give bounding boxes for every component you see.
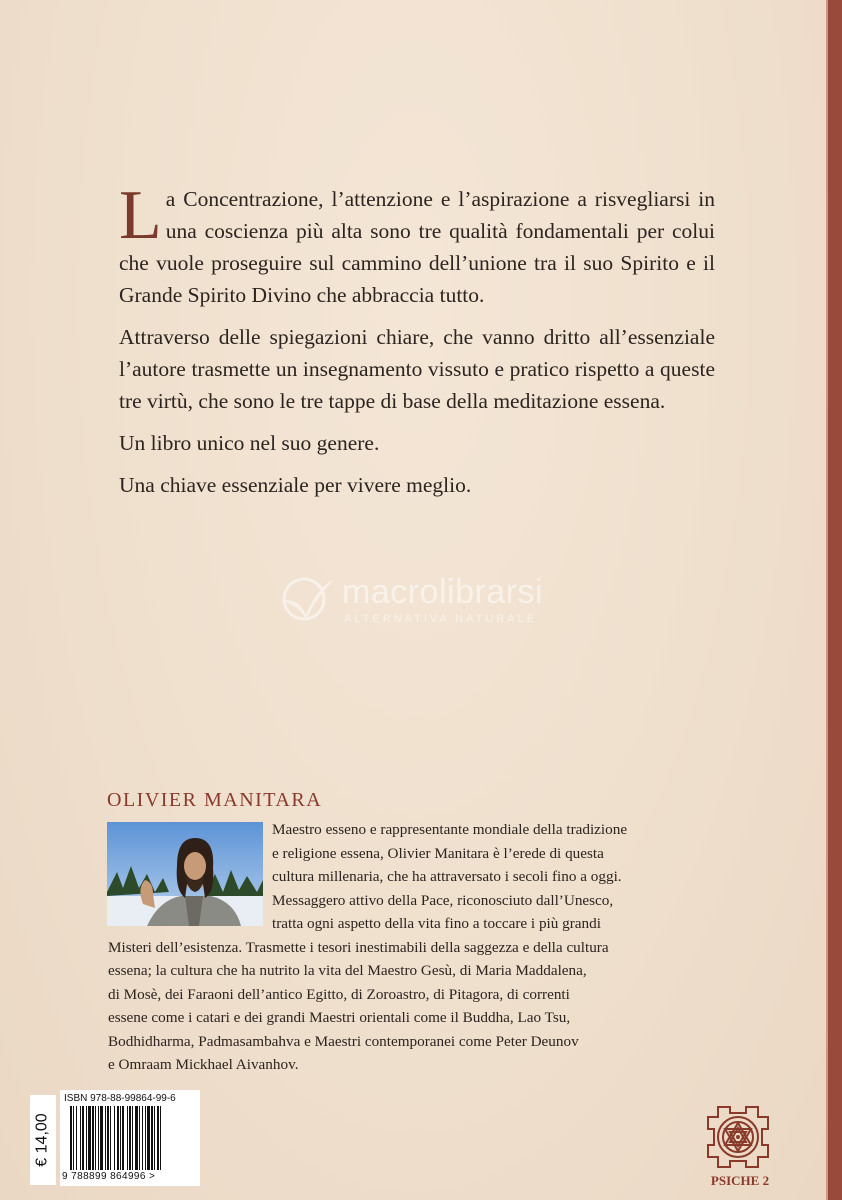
bio-line: Misteri dell’esistenza. Trasmette i tesori inestimabili della saggezza e della cultura — [108, 938, 609, 956]
barcode-icon — [70, 1106, 190, 1170]
bio-line: essene come i catari e dei grandi Maestri orientali come il Buddha, Lao Tsu, — [108, 1009, 571, 1026]
price-label — [30, 1095, 56, 1185]
bio-line: essena; la cultura che ha nutrito la vita del Maestro Gesù, di Maria Maddalena, — [108, 962, 587, 979]
barcode-label — [60, 1090, 200, 1186]
bio-line: tratta ogni aspetto della vita fino a toccare i più grandi — [272, 915, 601, 932]
isbn-text: ISBN 978-88-99864-99-6 — [64, 1093, 176, 1104]
cover-blurb — [119, 177, 715, 511]
author-bio — [108, 818, 720, 1077]
bio-line: Maestro esseno e rappresentante mondiale della tradizione — [272, 821, 628, 838]
bio-line: e Omraam Mickhael Aivanhov. — [108, 1056, 299, 1073]
leaf-swoosh-icon — [276, 575, 336, 621]
blurb-paragraph-1 — [119, 177, 715, 311]
bio-line: di Mosè, dei Faraoni dell’antico Egitto, di Zoroastro, di Pitagora, di correnti — [108, 985, 570, 1003]
blurb-paragraph-3: Un libro unico nel suo genere. — [119, 431, 380, 455]
watermark — [276, 573, 576, 633]
drop-cap: L — [119, 177, 162, 254]
bio-line: cultura millenaria, che ha attraversato i secoli fino a oggi. — [272, 868, 622, 885]
blurb-paragraph-1-text: a Concentrazione, l’attenzione e l’aspirazione a risvegliarsi in una coscienza più alta sono tre qualità fondamentali per colui che vuole proseguire sul cammino dell’unione tra il suo Spirito e il Grande Spirito Divino che abbraccia tutto. — [119, 187, 715, 307]
book-spine — [828, 0, 842, 1200]
sri-yantra-logo-icon — [702, 1101, 774, 1173]
watermark-brand: macrolibrarsi — [342, 573, 544, 611]
bio-line: Messaggero attivo della Pace, riconosciuto dall’Unesco, — [272, 891, 614, 909]
price-text: € 14,00 — [34, 1113, 52, 1167]
barcode-digits: 9 788899 864996 > — [62, 1171, 156, 1182]
bio-line: e religione essena, Olivier Manitara è l’erede di questa — [272, 844, 604, 862]
series-name: PSICHE 2 — [710, 1173, 770, 1188]
author-name: OLIVIER MANITARA — [107, 789, 323, 811]
blurb-paragraph-4: Una chiave essenziale per vivere meglio. — [119, 473, 472, 497]
bio-line: Bodhidharma, Padmasambahva e Maestri contemporanei come Peter Deunov — [108, 1032, 579, 1050]
watermark-tagline: ALTERNATIVA NATURALE — [344, 613, 538, 625]
blurb-paragraph-2: Attraverso delle spiegazioni chiare, che vanno dritto all’essenziale l’autore trasmette un insegnamento vissuto e pratico rispetto a queste tre virtù, che sono le tre tappe di base della meditazione essena. — [119, 325, 715, 413]
